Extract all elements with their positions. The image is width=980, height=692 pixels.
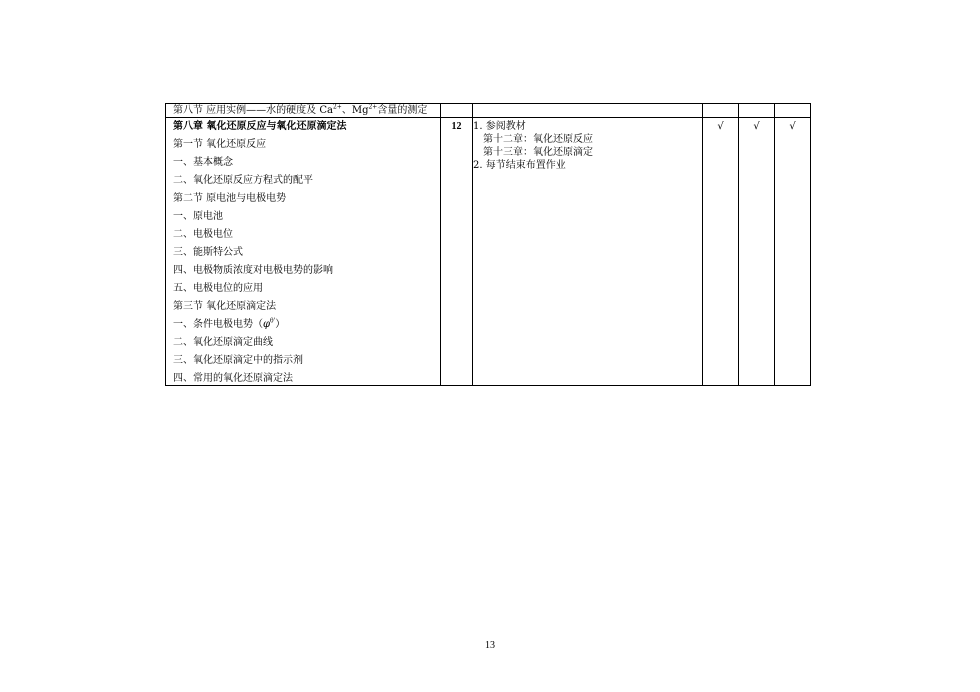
references-cell bbox=[473, 104, 703, 118]
references-cell bbox=[473, 118, 703, 386]
page-number: 13 bbox=[485, 640, 495, 651]
check-cell bbox=[775, 104, 811, 118]
check-mark-cell: √ bbox=[739, 118, 775, 386]
chapter-title: 第八章 氧化还原反应与氧化还原滴定法 bbox=[173, 121, 347, 132]
list-item: 一、原电池 bbox=[173, 211, 223, 222]
list-item: 二、电极电位 bbox=[173, 229, 233, 240]
course-outline-table bbox=[165, 103, 811, 386]
list-item: 第三节 氧化还原滴定法 bbox=[173, 301, 277, 312]
section-topic-cell: 第八节 应用实例——水的硬度及 $Ca^{2+}$、$Mg^{2+}$含量的测定 bbox=[166, 104, 441, 118]
reference-line: 1. 参阅教材 bbox=[473, 121, 526, 132]
list-item: 三、氧化还原滴定中的指示剂 bbox=[173, 355, 303, 366]
list-item: 四、常用的氧化还原滴定法 bbox=[173, 373, 293, 384]
reference-line: 第十三章：氧化还原滴定 bbox=[483, 147, 593, 158]
list-item: 二、氧化还原反应方程式的配平 bbox=[173, 175, 313, 186]
hours-cell: 12 bbox=[441, 118, 473, 386]
table-row bbox=[166, 118, 811, 386]
check-cell bbox=[703, 104, 739, 118]
list-item: 二、氧化还原滴定曲线 bbox=[173, 337, 273, 348]
list-item: 一、条件电极电势$(\varphi^{\theta'})$ bbox=[173, 317, 286, 330]
reference-line: 2. 每节结束布置作业 bbox=[473, 160, 566, 171]
check-mark-cell: √ bbox=[775, 118, 811, 386]
list-item: 一、基本概念 bbox=[173, 157, 233, 168]
hours-cell bbox=[441, 104, 473, 118]
list-item: 第二节 原电池与电极电势 bbox=[173, 193, 287, 204]
list-item: 五、电极电位的应用 bbox=[173, 283, 263, 294]
chapter-content-cell bbox=[166, 118, 441, 386]
table-row bbox=[166, 104, 811, 118]
list-item: 三、能斯特公式 bbox=[173, 247, 243, 258]
check-mark-cell: √ bbox=[703, 118, 739, 386]
list-item: 四、电极物质浓度对电极电势的影响 bbox=[173, 265, 333, 276]
check-cell bbox=[739, 104, 775, 118]
reference-line: 第十二章：氧化还原反应 bbox=[483, 134, 593, 145]
list-item: 第一节 氧化还原反应 bbox=[173, 139, 267, 150]
